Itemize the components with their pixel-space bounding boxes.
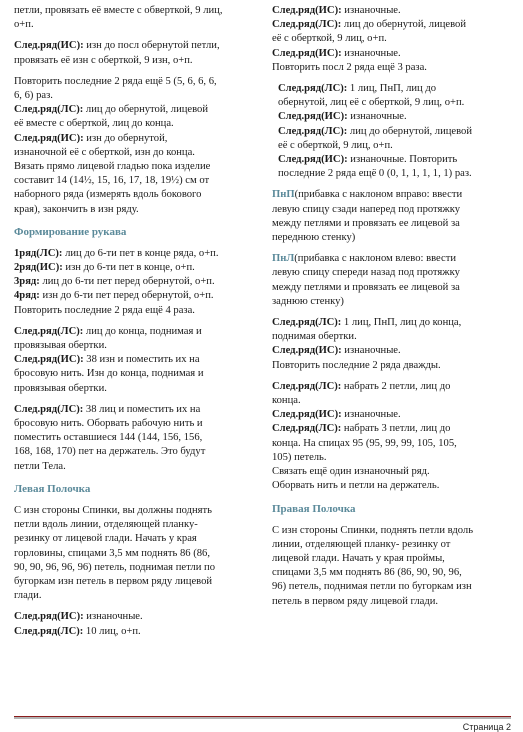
text-segment: набрать 3 петли, лиц до bbox=[341, 423, 451, 435]
text-segment: изнаночные. bbox=[341, 47, 401, 59]
text-segment: изнаночные. bbox=[341, 345, 401, 357]
text-line bbox=[272, 408, 512, 422]
text-segment: 10 лиц, о+п. bbox=[83, 625, 141, 637]
text-segment: левую спицу сзади наперед под протяжку bbox=[272, 203, 461, 215]
instruction-paragraph bbox=[272, 4, 512, 75]
text-line bbox=[272, 437, 512, 451]
text-segment: левую спицу спереди назад под протяжку bbox=[272, 267, 460, 279]
text-line bbox=[272, 217, 512, 231]
footer-rule bbox=[14, 716, 511, 719]
text-segment: Повторить последние 2 ряда ещё 4 раза. bbox=[14, 304, 195, 316]
text-segment: петель в первом ряду лицевой глади. bbox=[272, 595, 439, 607]
text-line bbox=[272, 524, 512, 538]
text-segment: петли вдоль линии, отделяющей планку- bbox=[14, 519, 198, 531]
text-line bbox=[14, 625, 262, 639]
text-line bbox=[14, 445, 262, 459]
text-segment: 1 лиц, ПнП, лиц до конца, bbox=[341, 317, 462, 329]
row-label: След.ряд(ЛС): bbox=[14, 104, 84, 116]
text-segment: изн до 6-ти пет в конце, о+п. bbox=[62, 262, 195, 274]
text-line bbox=[272, 125, 512, 139]
instruction-paragraph bbox=[14, 39, 262, 67]
instruction-paragraph bbox=[14, 325, 262, 396]
section-heading: Формирование рукава bbox=[14, 225, 127, 238]
text-line bbox=[272, 380, 512, 394]
text-segment: изнаночные. bbox=[341, 409, 401, 421]
text-segment: её с оберткой, 9 лиц, о+п. bbox=[278, 139, 393, 151]
text-line bbox=[272, 32, 512, 46]
text-line bbox=[14, 325, 262, 339]
text-line bbox=[14, 561, 262, 575]
text-segment: С изн стороны Спинки, поднять петли вдоль bbox=[272, 524, 474, 536]
row-label: След.ряд(ИС): bbox=[272, 5, 342, 16]
text-line bbox=[14, 610, 262, 624]
text-segment: Связать ещё один изнаночный ряд. bbox=[272, 466, 430, 478]
text-segment: заднюю стенку) bbox=[272, 295, 344, 307]
text-line bbox=[14, 146, 262, 160]
text-segment: 96) петель, поднимая петли по бугоркам изн bbox=[272, 581, 472, 593]
row-label: След.ряд(ИС): bbox=[14, 132, 84, 144]
text-line bbox=[14, 431, 262, 445]
text-line bbox=[272, 139, 512, 153]
text-segment: поместить оставшиеся 144 (144, 156, 156, bbox=[14, 432, 203, 444]
text-line bbox=[272, 316, 512, 330]
text-segment: конца. bbox=[272, 395, 301, 407]
text-segment: её вместе с оберткой, лиц до конца. bbox=[14, 118, 174, 130]
section-heading: Правая Полочка bbox=[272, 502, 356, 515]
text-line bbox=[272, 344, 512, 358]
instruction-paragraph bbox=[14, 504, 262, 603]
text-segment: провязывая обертки. bbox=[14, 382, 107, 394]
row-label: След.ряд(ЛС): bbox=[14, 625, 84, 637]
text-line bbox=[14, 54, 262, 68]
text-segment: 38 лиц и поместить их на bbox=[83, 403, 201, 415]
text-segment: переднюю стенку) bbox=[272, 232, 356, 244]
text-segment: Повторить последние 2 ряда дважды. bbox=[272, 359, 441, 371]
text-line bbox=[14, 160, 262, 174]
text-line bbox=[272, 167, 512, 181]
instruction-paragraph bbox=[14, 610, 262, 638]
instruction-paragraph bbox=[14, 403, 262, 474]
text-line bbox=[272, 566, 512, 580]
text-line bbox=[14, 589, 262, 603]
text-line bbox=[272, 422, 512, 436]
text-line bbox=[272, 252, 512, 266]
text-segment: составит 14 (14½, 15, 16, 17, 18, 19½) см от bbox=[14, 175, 210, 187]
text-segment: горловины, спицами 3,5 мм поднять 86 (86, bbox=[14, 547, 210, 559]
text-line bbox=[14, 504, 262, 518]
text-line bbox=[272, 266, 512, 280]
text-line bbox=[14, 39, 262, 53]
text-line bbox=[14, 289, 262, 303]
instruction-paragraph bbox=[14, 75, 262, 217]
section-heading: Левая Полочка bbox=[14, 482, 91, 495]
text-line bbox=[14, 174, 262, 188]
text-line bbox=[272, 295, 512, 309]
text-segment: между петлями и провязать ее лицевой за bbox=[272, 217, 460, 229]
row-label: След.ряд(ЛС): bbox=[272, 423, 342, 435]
text-segment: бугоркам изн петель в первом ряду лицевой bbox=[14, 575, 213, 587]
text-segment: лиц до обернутой, лицевой bbox=[341, 19, 467, 31]
text-line bbox=[14, 532, 262, 546]
instruction-paragraph bbox=[272, 316, 512, 373]
text-line bbox=[14, 575, 262, 589]
text-line bbox=[14, 188, 262, 202]
text-segment: изн до обернутой, bbox=[83, 132, 168, 144]
text-line bbox=[272, 231, 512, 245]
text-segment: 38 изн и поместить их на bbox=[83, 354, 200, 366]
text-segment: Повторить последние 2 ряда ещё 5 (5, 6, 6, 6, bbox=[14, 75, 217, 87]
text-line bbox=[14, 89, 262, 103]
text-segment: поднимая обертки. bbox=[272, 331, 357, 343]
row-label: След.ряд(ЛС): bbox=[272, 19, 342, 31]
text-segment: провязать её изн с оберткой, 9 изн, о+п. bbox=[14, 54, 193, 66]
text-line bbox=[272, 110, 512, 124]
text-segment: наборного ряда (измерять вдоль бокового bbox=[14, 189, 202, 201]
text-line bbox=[14, 247, 262, 261]
text-line bbox=[14, 518, 262, 532]
text-segment: резинку от лицевой глади. Начать у края bbox=[14, 533, 197, 545]
text-segment: изн до 6-ти пет перед обернутой, о+п. bbox=[39, 290, 214, 302]
text-segment: изнаночные. Повторить bbox=[347, 154, 458, 166]
text-segment: С изн стороны Спинки, вы должны поднять bbox=[14, 504, 213, 516]
text-line bbox=[14, 304, 262, 318]
text-segment: бросовую нить. Изн до конца, поднимая и bbox=[14, 368, 204, 380]
text-segment: бросовую нить. Оборвать рабочую нить и bbox=[14, 418, 203, 430]
row-label: След.ряд(ЛС): bbox=[278, 83, 348, 95]
term-label: ПнЛ bbox=[272, 253, 295, 265]
text-segment: лиц до 6-ти пет в конце ряда, о+п. bbox=[62, 247, 219, 259]
text-line bbox=[272, 552, 512, 566]
text-line bbox=[14, 460, 262, 474]
text-segment: провязывая обертки. bbox=[14, 340, 107, 352]
text-segment: спицами 3,5 мм поднять 86 (86, 90, 90, 96, bbox=[272, 567, 462, 579]
text-segment: изнаночные. bbox=[341, 5, 401, 16]
text-segment: изнаночной её с оберткой, изн до конца. bbox=[14, 146, 195, 158]
text-line bbox=[272, 18, 512, 32]
row-label: След.ряд(ИС): bbox=[278, 111, 348, 123]
text-segment: лиц до 6-ти пет перед обернутой, о+п. bbox=[39, 276, 215, 288]
row-label: След.ряд(ЛС): bbox=[14, 403, 84, 415]
text-line bbox=[14, 261, 262, 275]
text-segment: Оборвать нить и петли на держатель. bbox=[272, 480, 440, 492]
left-column bbox=[14, 4, 262, 646]
text-segment: петли, провязать её вместе с обверткой, 9 лиц, bbox=[14, 5, 223, 16]
right-column bbox=[272, 4, 512, 616]
page-number: Страница 2 bbox=[462, 722, 511, 732]
text-line bbox=[14, 4, 262, 18]
text-segment: о+п. bbox=[14, 19, 34, 31]
text-line bbox=[14, 203, 262, 217]
text-segment: края), закончить в изн ряду. bbox=[14, 203, 139, 215]
text-line bbox=[272, 538, 512, 552]
instruction-paragraph bbox=[272, 380, 512, 494]
text-line bbox=[272, 47, 512, 61]
row-label: След.ряд(ЛС): bbox=[272, 380, 342, 392]
text-line bbox=[272, 595, 512, 609]
text-line bbox=[272, 153, 512, 167]
text-segment: линии, отделяющей планку- резинку от bbox=[272, 538, 451, 550]
row-label: След.ряд(ЛС): bbox=[14, 325, 84, 337]
text-line bbox=[272, 479, 512, 493]
row-label: 3ряд: bbox=[14, 276, 40, 288]
text-line bbox=[14, 403, 262, 417]
text-line bbox=[14, 75, 262, 89]
text-segment: 168, 168, 170) пет на держатель. Это будут bbox=[14, 446, 206, 458]
row-label: След.ряд(ИС): bbox=[272, 47, 342, 59]
text-segment: конца. На спицах 95 (95, 99, 99, 105, 105, bbox=[272, 437, 457, 449]
instruction-paragraph bbox=[272, 252, 512, 309]
row-label: 1ряд(ЛС): bbox=[14, 247, 63, 259]
text-line bbox=[14, 547, 262, 561]
text-segment: изнаночные. bbox=[83, 611, 143, 623]
term-label: ПнП bbox=[272, 189, 295, 201]
row-label: След.ряд(ЛС): bbox=[272, 317, 342, 329]
instruction-paragraph bbox=[14, 247, 262, 318]
text-line bbox=[14, 103, 262, 117]
instruction-paragraph bbox=[272, 82, 512, 181]
text-segment: набрать 2 петли, лиц до bbox=[341, 380, 451, 392]
text-segment: обернутой, лиц её с оберткой, 9 лиц, о+п. bbox=[278, 97, 465, 109]
text-segment: последние 2 ряда ещё 0 (0, 1, 1, 1, 1, 1) раз. bbox=[278, 168, 472, 180]
text-line bbox=[272, 82, 512, 96]
text-segment: 1 лиц, ПнП, лиц до bbox=[347, 83, 437, 95]
text-segment: 105) петель. bbox=[272, 451, 327, 463]
text-segment: 6, 6) раз. bbox=[14, 90, 53, 102]
text-segment: Повторить посл 2 ряда ещё 3 раза. bbox=[272, 61, 427, 73]
text-line bbox=[272, 580, 512, 594]
text-line bbox=[14, 353, 262, 367]
row-label: След.ряд(ЛС): bbox=[278, 125, 348, 137]
row-label: 2ряд(ИС): bbox=[14, 262, 63, 274]
text-segment: 90, 90, 96, 96, 96) петель, поднимая петли по bbox=[14, 561, 216, 573]
instruction-paragraph bbox=[14, 4, 262, 32]
row-label: След.ряд(ИС): bbox=[14, 354, 84, 366]
row-label: След.ряд(ИС): bbox=[278, 154, 348, 166]
text-segment: лицевой глади. Начать у края проймы, bbox=[272, 552, 445, 564]
text-line bbox=[272, 203, 512, 217]
text-line bbox=[272, 465, 512, 479]
text-line bbox=[272, 281, 512, 295]
text-segment: лиц до конца, поднимая и bbox=[83, 325, 202, 337]
instruction-paragraph bbox=[272, 188, 512, 245]
row-label: След.ряд(ИС): bbox=[14, 40, 84, 52]
text-segment: изнаночные. bbox=[347, 111, 407, 123]
text-segment: её с оберткой, 9 лиц, о+п. bbox=[272, 33, 387, 45]
text-line bbox=[14, 382, 262, 396]
text-line bbox=[272, 394, 512, 408]
text-line bbox=[272, 359, 512, 373]
row-label: След.ряд(ИС): bbox=[272, 345, 342, 357]
text-segment: (прибавка с наклоном влево: ввести bbox=[294, 253, 456, 265]
text-line bbox=[14, 18, 262, 32]
text-segment: лиц до обернутой, лицевой bbox=[347, 125, 473, 137]
text-line bbox=[272, 451, 512, 465]
text-segment: глади. bbox=[14, 590, 42, 602]
text-segment: между петлями и провязать ее лицевой за bbox=[272, 281, 460, 293]
text-line bbox=[14, 339, 262, 353]
text-line bbox=[272, 330, 512, 344]
text-segment: Вязать прямо лицевой гладью пока изделие bbox=[14, 161, 211, 173]
text-line bbox=[14, 275, 262, 289]
text-line bbox=[14, 132, 262, 146]
row-label: 4ряд: bbox=[14, 290, 40, 302]
text-line bbox=[14, 417, 262, 431]
text-line bbox=[272, 188, 512, 202]
text-segment: (прибавка с наклоном вправо: ввести bbox=[294, 189, 463, 201]
text-segment: лиц до обернутой, лицевой bbox=[83, 104, 209, 116]
text-segment: петли Тела. bbox=[14, 460, 66, 472]
text-line bbox=[14, 367, 262, 381]
text-line bbox=[272, 61, 512, 75]
row-label: След.ряд(ИС): bbox=[14, 611, 84, 623]
instruction-paragraph bbox=[272, 524, 512, 609]
text-line bbox=[272, 4, 512, 18]
text-segment: изн до посл обернутой петли, bbox=[83, 40, 220, 52]
text-line bbox=[14, 117, 262, 131]
row-label: След.ряд(ИС): bbox=[272, 409, 342, 421]
text-line bbox=[272, 96, 512, 110]
